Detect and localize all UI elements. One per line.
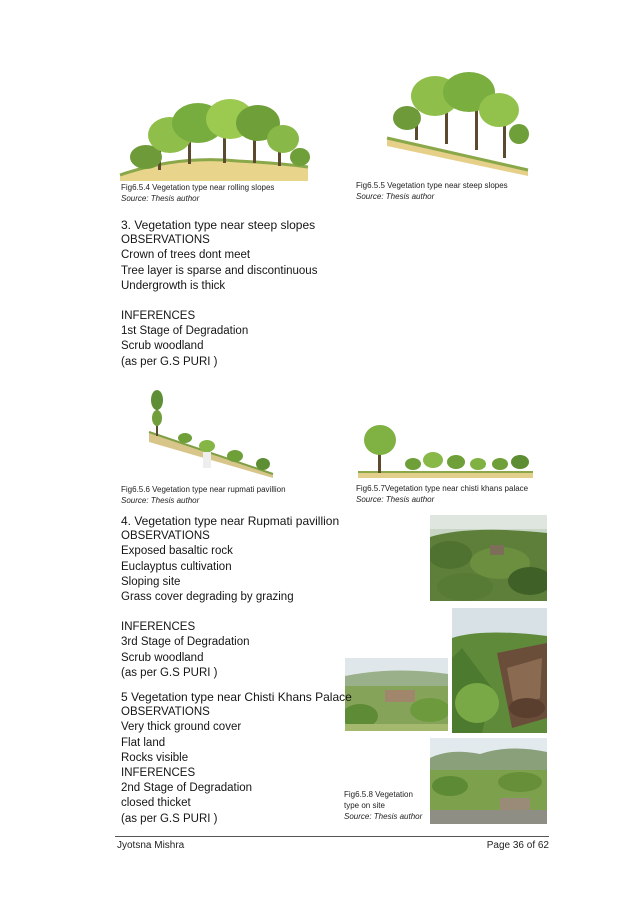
caption-source: Source: Thesis author <box>121 496 200 505</box>
site-photo-palace <box>345 658 448 731</box>
inference-item: (as per G.S PURI ) <box>121 666 218 679</box>
caption-text: Fig6.5.5 Vegetation type near steep slopes <box>356 181 508 190</box>
site-photo-rocks <box>452 608 547 733</box>
observation-item: Crown of trees dont meet <box>121 249 251 262</box>
fig-6-5-5-caption <box>356 180 508 202</box>
inferences-label: INFERENCES <box>121 310 196 323</box>
observation-item: Rocks visible <box>121 751 189 764</box>
caption-source: Source: Thesis author <box>356 192 435 201</box>
observations-label: OBSERVATIONS <box>121 234 210 247</box>
section-3 <box>121 218 317 370</box>
inference-item: (as per G.S PURI ) <box>121 355 218 368</box>
spacer <box>121 605 339 620</box>
observations-label: OBSERVATIONS <box>121 530 210 543</box>
site-photo-hillside <box>430 515 547 601</box>
site-photo-flatland <box>430 738 547 824</box>
section-5-heading: 5 Vegetation type near Chisti Khans Palace <box>121 690 352 704</box>
inference-item: 2nd Stage of Degradation <box>121 782 253 795</box>
section-4-heading: 4. Vegetation type near Rupmati pavillion <box>121 514 340 528</box>
fig-6-5-7-illustration <box>358 420 533 480</box>
caption-source: Source: Thesis author <box>121 194 200 203</box>
section-5 <box>121 690 352 827</box>
section-3-heading: 3. Vegetation type near steep slopes <box>121 218 316 232</box>
observation-item: Undergrowth is thick <box>121 279 226 292</box>
caption-text: Fig6.5.6 Vegetation type near rupmati pavillion <box>121 485 286 494</box>
fig-6-5-6-caption <box>121 484 286 506</box>
caption-text: Fig6.5.7Vegetation type near chisti khans palace <box>356 484 529 493</box>
observation-item: Tree layer is sparse and discontinuous <box>121 264 318 277</box>
inference-item: (as per G.S PURI ) <box>121 812 218 825</box>
fig-6-5-4-caption <box>121 182 274 204</box>
fig-6-5-4-illustration <box>118 95 310 183</box>
footer-page-number: Page 36 of 62 <box>486 840 549 851</box>
observations-label: OBSERVATIONS <box>121 706 210 719</box>
inference-item: closed thicket <box>121 797 191 810</box>
spacer <box>121 294 317 309</box>
fig-6-5-8-caption <box>344 789 422 822</box>
caption-text: Fig6.5.4 Vegetation type near rolling slopes <box>121 183 275 192</box>
inference-item: Scrub woodland <box>121 340 204 353</box>
observation-item: Exposed basaltic rock <box>121 545 233 558</box>
caption-text: Fig6.5.8 Vegetation <box>344 790 413 799</box>
inference-item: 3rd Stage of Degradation <box>121 636 250 649</box>
inference-item: 1st Stage of Degradation <box>121 325 249 338</box>
footer-rule <box>115 836 549 837</box>
fig-6-5-6-illustration <box>145 388 275 480</box>
observation-item: Sloping site <box>121 575 181 588</box>
section-4 <box>121 514 339 681</box>
inferences-label: INFERENCES <box>121 621 196 634</box>
caption-source: Source: Thesis author <box>344 812 423 821</box>
inferences-label: INFERENCES <box>121 767 196 780</box>
observation-item: Grass cover degrading by grazing <box>121 591 294 604</box>
observation-item: Very thick ground cover <box>121 721 242 734</box>
fig-6-5-7-caption <box>356 483 528 505</box>
footer-author: Jyotsna Mishra <box>117 840 185 851</box>
observation-item: Flat land <box>121 736 166 749</box>
fig-6-5-5-illustration <box>385 70 530 178</box>
inference-item: Scrub woodland <box>121 651 204 664</box>
caption-text: type on site <box>344 801 385 810</box>
observation-item: Euclayptus cultivation <box>121 560 232 573</box>
caption-source: Source: Thesis author <box>356 495 435 504</box>
